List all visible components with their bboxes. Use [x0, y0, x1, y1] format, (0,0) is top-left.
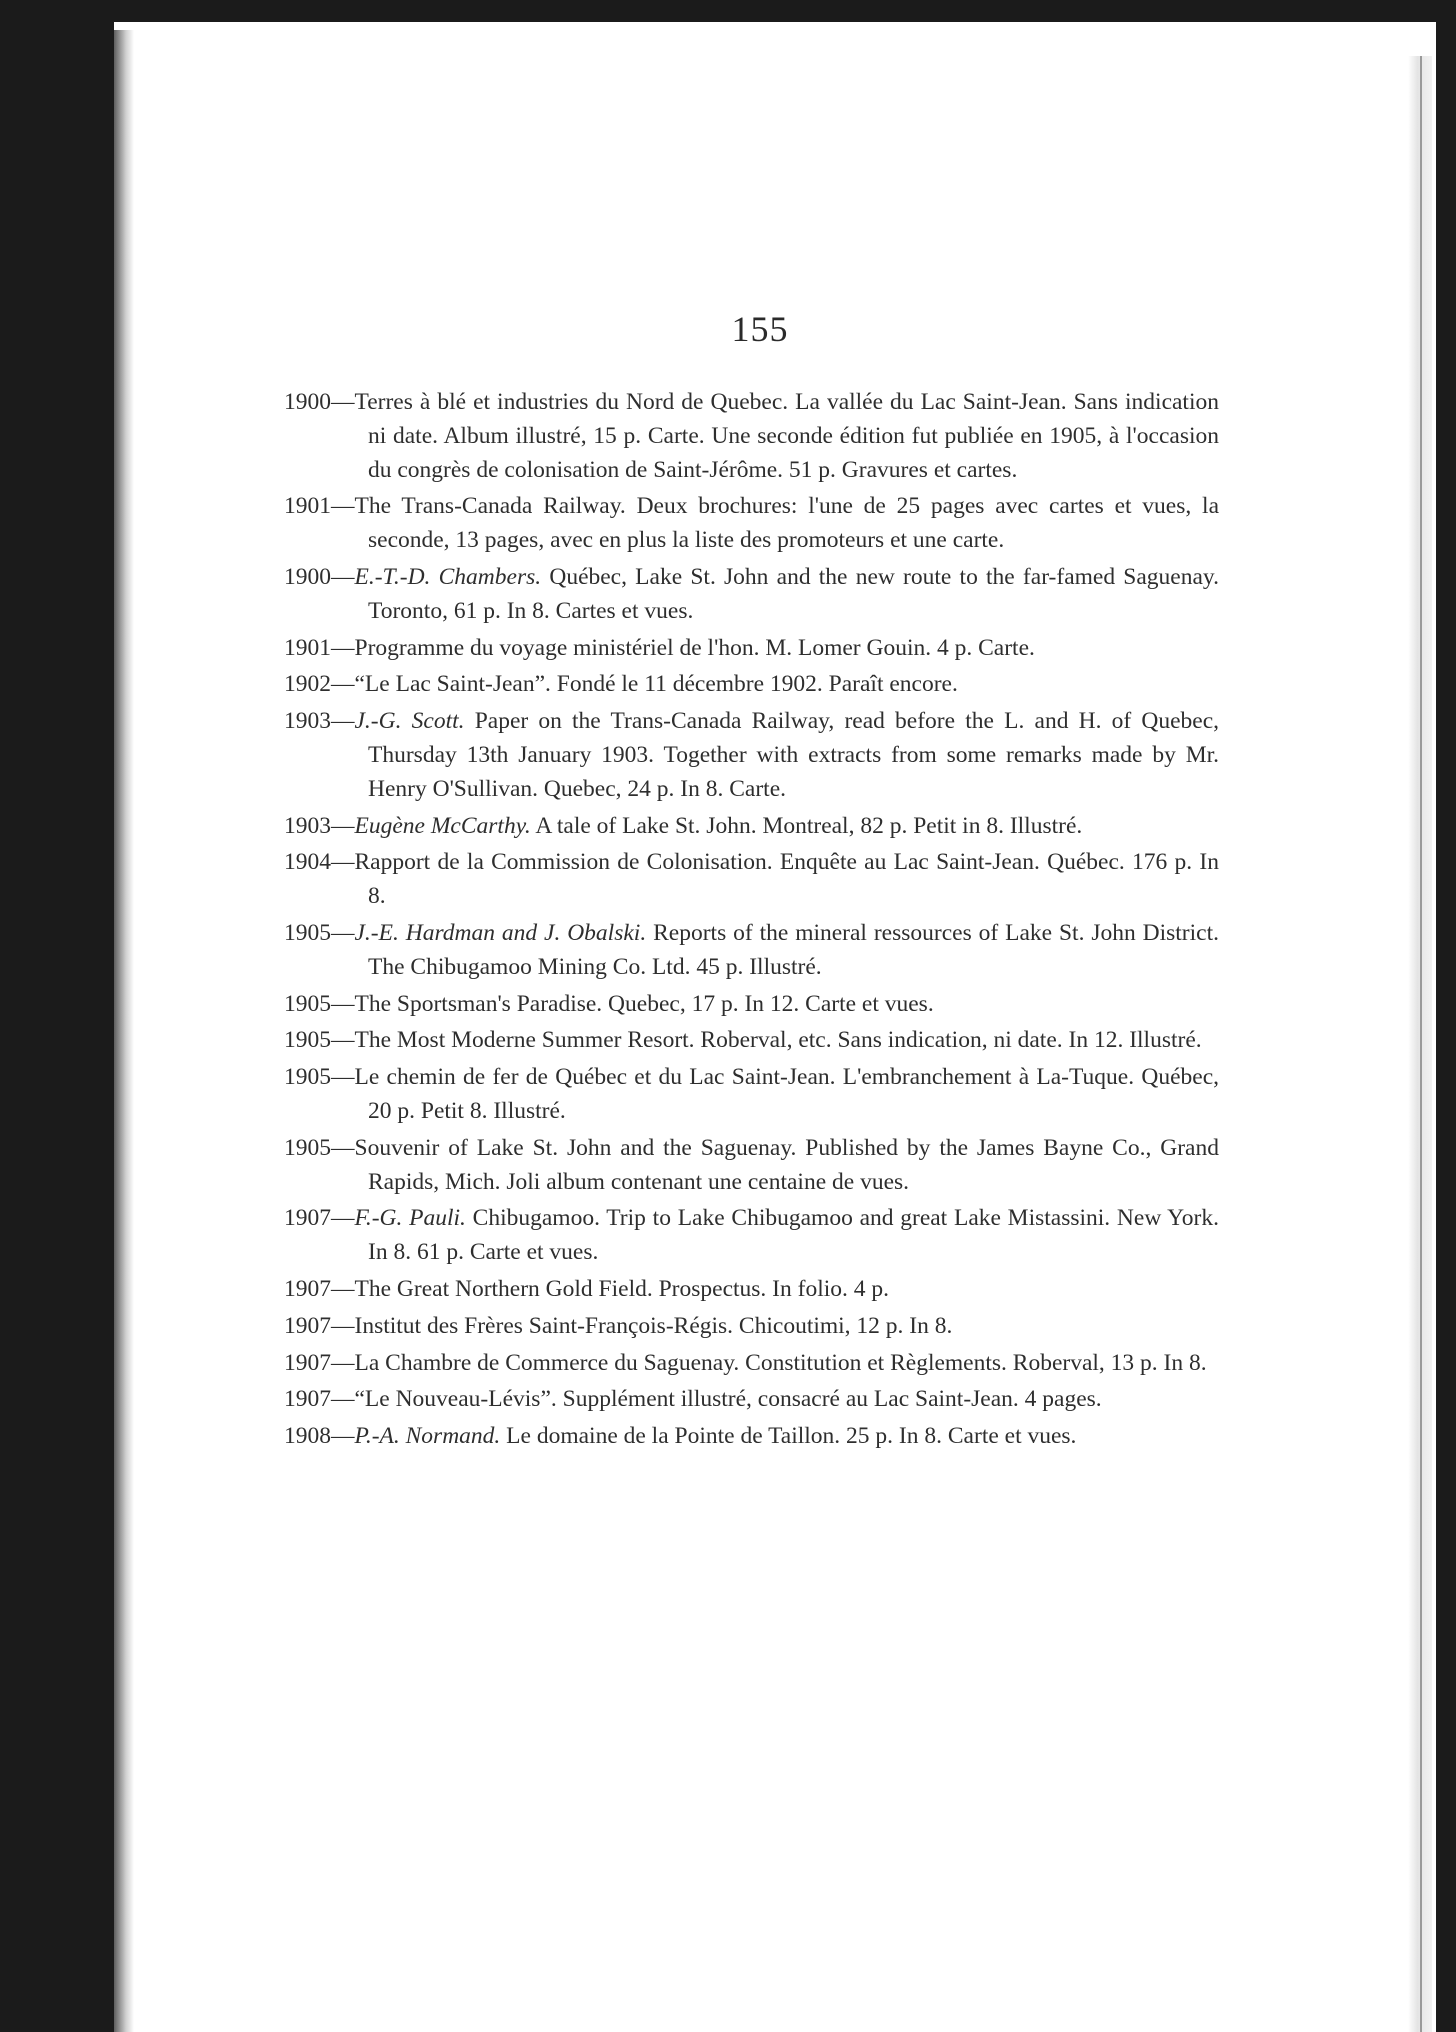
entry-author: Eugène McCarthy.: [354, 812, 531, 839]
entry-author: J.-G. Scott.: [354, 708, 465, 735]
entry-year: 1905: [284, 990, 331, 1017]
bibliography-entry: 1900—E.-T.-D. Chambers. Québec, Lake St. John and the new route to the far-famed Saguenay. Toronto, 61 p. In 8. Cartes et vues.: [284, 563, 1220, 624]
bibliography-entry: 1904—Rapport de la Commission de Colonisation. Enquête au Lac Saint-Jean. Québec. 176 p. In 8.: [284, 849, 1219, 910]
bibliography-entry: 1901—The Trans-Canada Railway. Deux brochures: l'une de 25 pages avec cartes et vues, la seconde, 13 pages, avec en plus la liste des promoteurs et une carte.: [284, 493, 1219, 554]
bibliography-entry: 1907—F.-G. Pauli. Chibugamoo. Trip to Lake Chibugamoo and great Lake Mistassini. New York. In 8. 61 p. Carte et vues.: [284, 1205, 1219, 1266]
entry-text: Le chemin de fer de Québec et du Lac Saint-Jean. L'embranchement à La-Tuque. Québec, 20 p. Petit 8. Illustré.: [354, 1064, 1219, 1124]
entry-year: 1902: [284, 671, 331, 698]
entry-text: Institut des Frères Saint-François-Régis. Chicoutimi, 12 p. In 8.: [354, 1312, 953, 1339]
entry-year: 1901: [284, 493, 331, 520]
entry-text: A tale of Lake St. John. Montreal, 82 p. Petit in 8. Illustré.: [535, 812, 1083, 839]
entry-text: Paper on the Trans-Canada Railway, read before the L. and H. of Quebec, Thursday 13th January 1903. Together with extracts from some remarks made by Mr. Henry O'Sullivan. Quebec, 24 p. In 8. Carte.: [368, 708, 1219, 802]
entry-text: Programme du voyage ministériel de l'hon. M. Lomer Gouin. 4 p. Carte.: [354, 634, 1035, 661]
bibliography-entry: 1907—“Le Nouveau-Lévis”. Supplément illustré, consacré au Lac Saint-Jean. 4 pages.: [284, 1386, 1102, 1413]
entry-text: Rapport de la Commission de Colonisation. Enquête au Lac Saint-Jean. Québec. 176 p. In 8.: [354, 849, 1219, 910]
entry-year: 1907: [284, 1349, 331, 1376]
entry-year: 1900: [284, 389, 331, 415]
entry-author: F.-G. Pauli.: [354, 1205, 466, 1232]
entry-text: Terres à blé et industries du Nord de Quebec. La vallée du Lac Saint-Jean. Sans indication ni date. Album illustré, 15 p. Carte. Une seconde édition fut publiée en 1905, à l'occasion du congrès de colonisation de Saint-Jérôme. 51 p. Gravures et cartes.: [354, 389, 1219, 483]
binding-shadow: [114, 30, 134, 2032]
bibliography-entry: 1908—P.-A. Normand. Le domaine de la Pointe de Taillon. 25 p. In 8. Carte et vues.: [284, 1423, 1077, 1450]
entry-text: The Sportsman's Paradise. Quebec, 17 p. In 12. Carte et vues.: [354, 990, 934, 1017]
entry-year: 1903: [284, 708, 331, 735]
entry-author: E.-T.-D. Chambers.: [354, 563, 542, 590]
entry-year: 1904: [284, 849, 331, 876]
entry-year: 1903: [284, 812, 331, 839]
bibliography-entry: 1901—Programme du voyage ministériel de l'hon. M. Lomer Gouin. 4 p. Carte.: [284, 634, 1035, 661]
entry-text: “Le Nouveau-Lévis”. Supplément illustré, consacré au Lac Saint-Jean. 4 pages.: [354, 1386, 1102, 1413]
entry-text: Souvenir of Lake St. John and the Saguenay. Published by the James Bayne Co., Grand Rapids, Mich. Joli album contenant une centaine de vues.: [354, 1134, 1219, 1195]
bibliography-entry: 1907—La Chambre de Commerce du Saguenay. Constitution et Règlements. Roberval, 13 p. In 8.: [284, 1349, 1207, 1376]
entry-year: 1905: [284, 1027, 331, 1054]
entry-text: “Le Lac Saint-Jean”. Fondé le 11 décembre 1902. Paraît encore.: [354, 671, 958, 698]
page-edge-line: [1420, 56, 1422, 2032]
bibliography-entry: 1905—Souvenir of Lake St. John and the Saguenay. Published by the James Bayne Co., Grand Rapids, Mich. Joli album contenant une centaine de vues.: [284, 1134, 1219, 1195]
bibliography-entry: 1902—“Le Lac Saint-Jean”. Fondé le 11 décembre 1902. Paraît encore.: [284, 671, 958, 698]
entry-text: Chibugamoo. Trip to Lake Chibugamoo and great Lake Mistassini. New York. In 8. 61 p. Carte et vues.: [368, 1205, 1219, 1266]
entry-year: 1905: [284, 919, 331, 946]
entry-text: Québec, Lake St. John and the new route to the far-famed Saguenay. Toronto, 61 p. In 8. Cartes et vues.: [368, 563, 1220, 624]
bibliography-entry: 1907—Institut des Frères Saint-François-Régis. Chicoutimi, 12 p. In 8.: [284, 1312, 953, 1339]
bibliography-list: [284, 386, 1219, 1457]
bibliography-entry: 1907—The Great Northern Gold Field. Prospectus. In folio. 4 p.: [284, 1275, 890, 1302]
bibliography-entry: 1905—The Most Moderne Summer Resort. Roberval, etc. Sans indication, ni date. In 12. Illustré.: [284, 1027, 1202, 1054]
entry-year: 1907: [284, 1386, 331, 1413]
bibliography-entry: 1903—J.-G. Scott. Paper on the Trans-Canada Railway, read before the L. and H. of Quebec, Thursday 13th January 1903. Together with extracts from some remarks made by Mr. Henry O'Sullivan. Quebec, 24 p. In 8. Carte.: [284, 708, 1219, 802]
entry-year: 1907: [284, 1205, 331, 1232]
page-number: 155: [731, 309, 789, 349]
entry-year: 1900: [284, 563, 331, 590]
bibliography-entry: 1905—The Sportsman's Paradise. Quebec, 17 p. In 12. Carte et vues.: [284, 990, 934, 1017]
entry-year: 1907: [284, 1275, 331, 1302]
entry-text: The Trans-Canada Railway. Deux brochures: l'une de 25 pages avec cartes et vues, la seconde, 13 pages, avec en plus la liste des promoteurs et une carte.: [354, 493, 1219, 554]
entry-text: The Most Moderne Summer Resort. Roberval, etc. Sans indication, ni date. In 12. Illustré.: [354, 1027, 1202, 1054]
bibliography-entry: 1900—Terres à blé et industries du Nord de Quebec. La vallée du Lac Saint-Jean. Sans indication ni date. Album illustré, 15 p. Carte. Une seconde édition fut publiée en 1905, à l'occasion du congrès de colonisation de Saint-Jérôme. 51 p. Gravures et cartes.: [284, 389, 1219, 483]
entry-author: P.-A. Normand.: [354, 1423, 501, 1450]
entry-year: 1901: [284, 634, 331, 661]
entry-text: The Great Northern Gold Field. Prospectus. In folio. 4 p.: [354, 1275, 890, 1302]
entry-author: J.-E. Hardman and J. Obalski.: [354, 919, 647, 946]
entry-year: 1907: [284, 1312, 331, 1339]
bibliography-entry: 1905—J.-E. Hardman and J. Obalski. Reports of the mineral ressources of Lake St. John District. The Chibugamoo Mining Co. Ltd. 45 p. Illustré.: [284, 919, 1219, 980]
entry-text: Le domaine de la Pointe de Taillon. 25 p. In 8. Carte et vues.: [506, 1423, 1077, 1450]
bibliography-entry: 1905—Le chemin de fer de Québec et du Lac Saint-Jean. L'embranchement à La-Tuque. Québec, 20 p. Petit 8. Illustré.: [284, 1064, 1219, 1124]
entry-text: Reports of the mineral ressources of Lake St. John District. The Chibugamoo Mining Co. Ltd. 45 p. Illustré.: [368, 919, 1219, 980]
entry-year: 1908: [284, 1423, 331, 1450]
entry-year: 1905: [284, 1134, 331, 1161]
bibliography-entry: 1903—Eugène McCarthy. A tale of Lake St. John. Montreal, 82 p. Petit in 8. Illustré.: [284, 812, 1083, 839]
entry-text: La Chambre de Commerce du Saguenay. Constitution et Règlements. Roberval, 13 p. In 8.: [354, 1349, 1207, 1376]
entry-year: 1905: [284, 1064, 331, 1091]
